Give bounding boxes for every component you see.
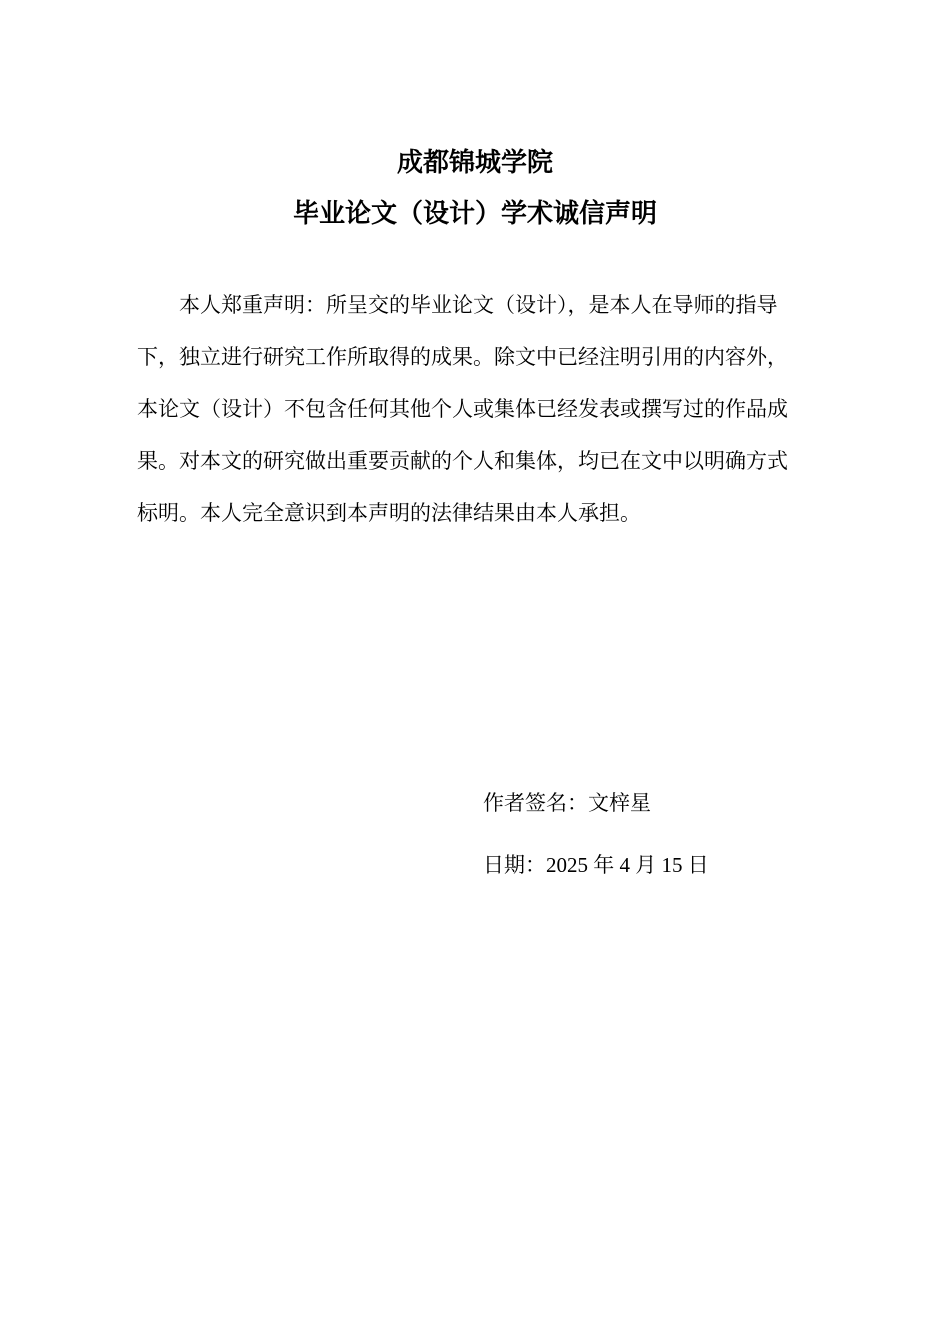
body-line: 标明。本人完全意识到本声明的法律结果由本人承担。 [137, 501, 641, 525]
declaration-title: 毕业论文（设计）学术诚信声明 [292, 199, 657, 229]
body-line: 果。对本文的研究做出重要贡献的个人和集体，均已在文中以明确方式 [137, 449, 788, 473]
author-signature: 作者签名：文梓星 [483, 791, 651, 815]
body-line: 本论文（设计）不包含任何其他个人或集体已经发表或撰写过的作品成 [137, 397, 788, 421]
body-line: 本人郑重声明：所呈交的毕业论文（设计），是本人在导师的指导 [179, 293, 778, 317]
declaration-body [137, 286, 837, 546]
signature-date: 日期：2025 年 4 月 15 日 [483, 853, 709, 877]
institution-title: 成都锦城学院 [396, 148, 553, 178]
body-line: 下，独立进行研究工作所取得的成果。除文中已经注明引用的内容外， [137, 345, 788, 369]
